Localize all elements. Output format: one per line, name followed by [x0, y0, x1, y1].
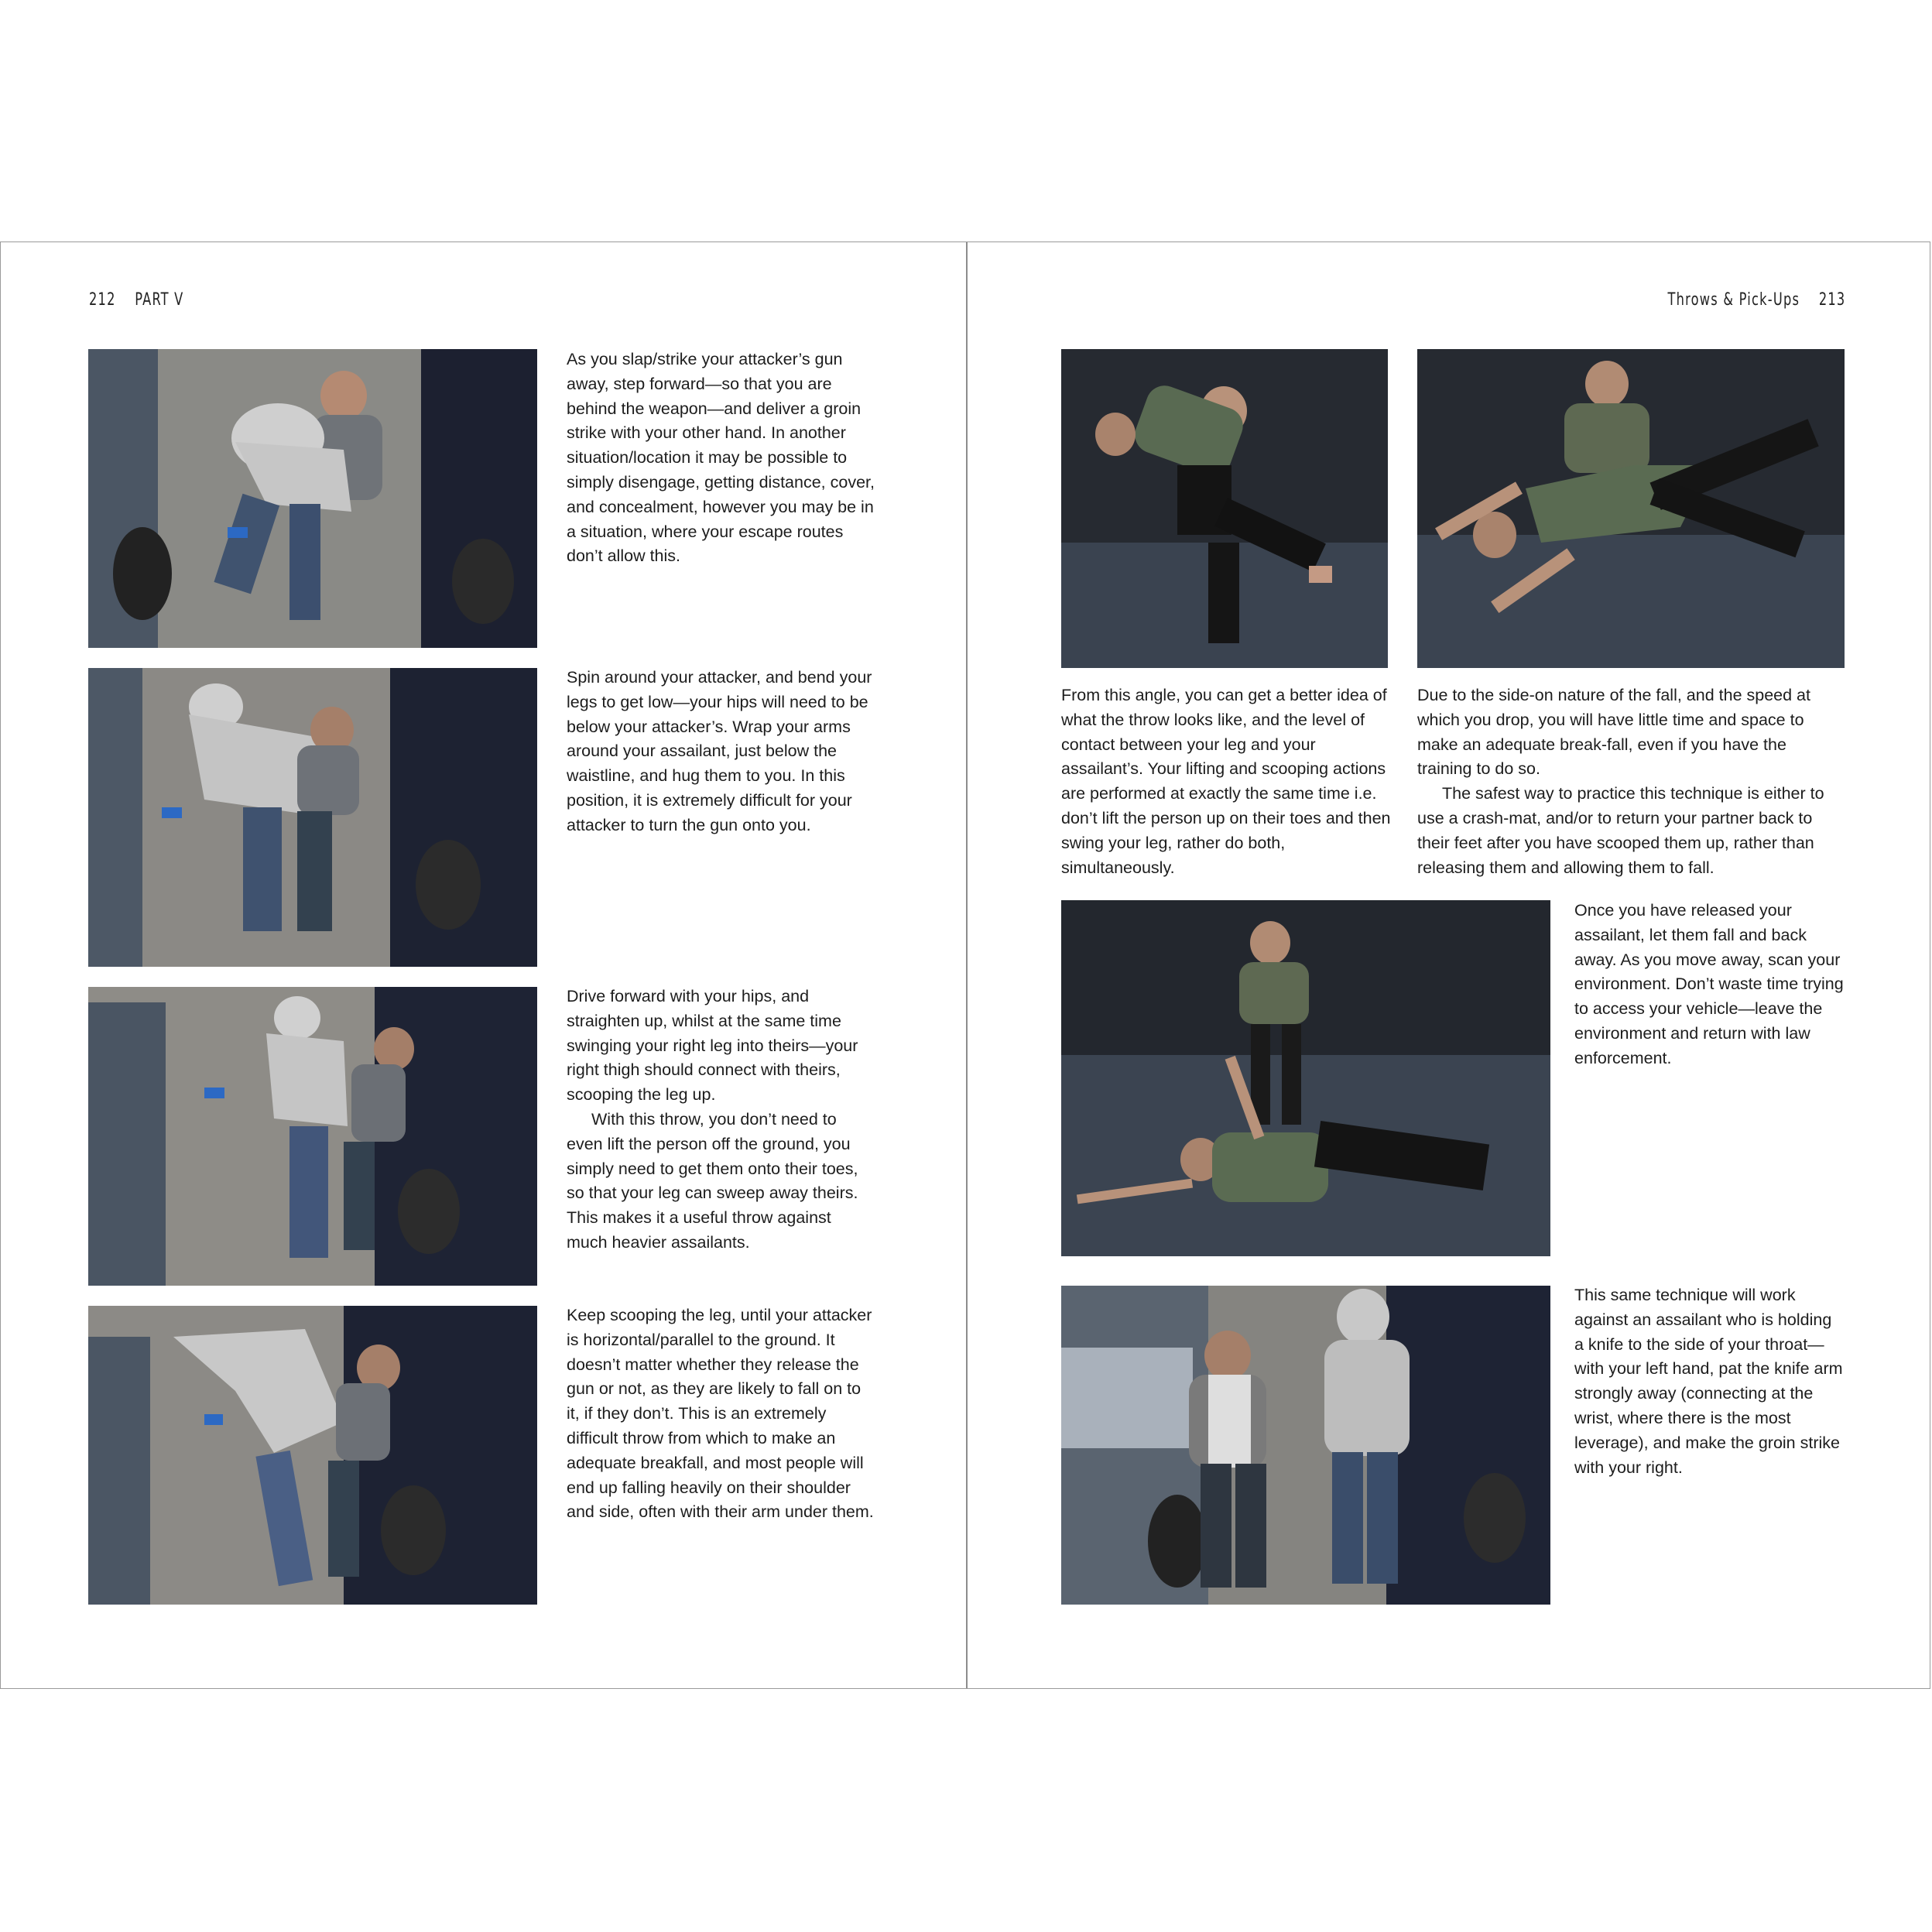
caption-d-paragraph: This same technique will work against an assailant who is holding a knife to the side of your throat—with your left hand, pat the knife arm strongly away (connecting at the wrist, where there is the most leverage), and make the groin strike with your right.: [1574, 1286, 1843, 1477]
left-running-head: [89, 290, 184, 310]
caption-c: [1574, 899, 1845, 1071]
step-1-photo: [88, 349, 537, 648]
release-photo: [1061, 900, 1550, 1256]
left-page-number: 212: [89, 290, 116, 310]
step-4-photo: [88, 1306, 537, 1605]
right-page-number: 213: [1818, 290, 1845, 310]
caption-b: [1417, 683, 1845, 880]
step-1-paragraph: As you slap/strike your attacker’s gun away, step forward—so that you are behind the weapon—and deliver a groin strike with your other hand. In another situation/location it may be possible to simply disengage, getting distance, cover, and concealment, however you may be in a situation, where your escape routes don’t allow this.: [567, 350, 875, 566]
caption-d: [1574, 1283, 1845, 1480]
chapter-title: Throws & Pick-Ups: [1667, 290, 1800, 310]
step-4-text: [567, 1303, 876, 1525]
caption-c-paragraph: Once you have released your assailant, let them fall and back away. As you move away, scan your environment. Don’t waste time trying to access your vehicle—leave the environment and return with law enforcement.: [1574, 901, 1844, 1067]
right-running-head: [1667, 290, 1845, 310]
right-page: [968, 242, 1931, 1688]
book-spread: [0, 242, 1930, 1689]
step-1-text: [567, 348, 876, 569]
step-3-text: [567, 985, 876, 1255]
step-3-photo: [88, 987, 537, 1286]
throw-angle-photo: [1061, 349, 1388, 668]
section-label: PART V: [135, 290, 184, 310]
left-page: [1, 242, 966, 1688]
caption-b-paragraph-1: Due to the side-on nature of the fall, and the speed at which you drop, you will have little time and space to make an adequate break-fall, even if you have the training to do so.: [1417, 686, 1810, 779]
caption-b-paragraph-2: The safest way to practice this technique is either to use a crash-mat, and/or to return your partner back to their feet after you have scooped them up, rather than releasing them and allowing them to fall.: [1417, 784, 1824, 877]
step-3-paragraph-2: With this throw, you don’t need to even lift the person off the ground, you simply need to get them onto their toes, so that your leg can sweep away theirs. This makes it a useful throw against much heavier assailants.: [567, 1109, 858, 1252]
step-4-paragraph: Keep scooping the leg, until your attacker is horizontal/parallel to the ground. It doesn’t matter whether they release the gun or not, as they are likely to fall on to it, if they don’t. This is an extremely difficult throw from which to make an adequate breakfall, and most people will end up falling heavily on their shoulder and side, often with their arm under them.: [567, 1306, 874, 1522]
caption-a: [1061, 683, 1394, 880]
caption-a-paragraph: From this angle, you can get a better idea of what the throw looks like, and the level of contact between your leg and your assailant’s. Your lifting and scooping actions are performed at exactly the same time i.e. don’t lift the person up on their toes and then swing your leg, rather do both, simultaneously.: [1061, 686, 1391, 877]
step-2-photo: [88, 668, 537, 967]
step-2-text: [567, 666, 876, 838]
step-3-paragraph-1: Drive forward with your hips, and straighten up, whilst at the same time swinging your right leg into theirs—your right thigh should connect with theirs, scooping the leg up.: [567, 987, 858, 1105]
side-fall-photo: [1417, 349, 1845, 668]
step-2-paragraph: Spin around your attacker, and bend your legs to get low—your hips will need to be below your attacker’s. Wrap your arms around your assailant, just below the waistline, and hug them to you. In this position, it is extremely difficult for your attacker to turn the gun onto you.: [567, 668, 872, 834]
knife-defense-photo: [1061, 1286, 1550, 1605]
